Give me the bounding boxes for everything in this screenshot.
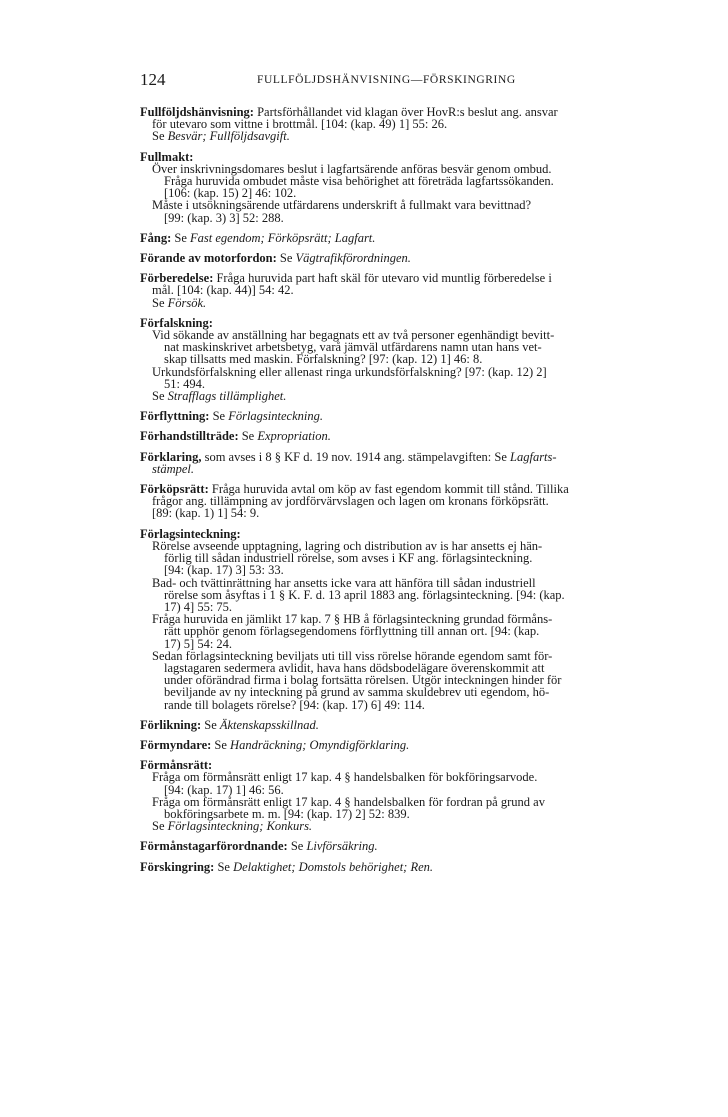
entry-text: 17) 4] 55: 75.	[164, 599, 233, 614]
page-header	[140, 70, 668, 92]
cross-reference: Äktenskapsskillnad.	[219, 717, 319, 732]
entry-text: Rörelse avseende upptagning, lagring och distribution av is har ansetts ej hän-	[152, 538, 543, 553]
entry-text: rätt upphör genom förlagsegendomens förflyttning till annan ort. [94: (kap.	[164, 624, 540, 639]
entry-forande-av-motorfordon	[140, 252, 668, 264]
entry-forfalskning	[140, 317, 668, 402]
entry-text: under oförändrad firma i bolag fortsätta rörelsen. Utgör inteckningen hinder för	[164, 673, 562, 688]
entry-text: [99: (kap. 3) 3] 52: 288.	[164, 210, 284, 225]
headword: Förskingring:	[140, 859, 215, 874]
entry-text: Partsförhållandet vid klagan över HovR:s beslut ang. ansvar	[257, 105, 558, 119]
see-label: Se	[152, 819, 165, 834]
cross-reference: Förlagsinteckning; Konkurs.	[167, 819, 313, 834]
see-label: Se	[279, 251, 293, 266]
entry-text: [106: (kap. 15) 2] 46: 102.	[164, 186, 297, 201]
entry-forflyttning	[140, 410, 668, 422]
headword: Fång:	[140, 230, 172, 245]
headword: Förmånstagarförordnande:	[140, 839, 288, 854]
headword: Förfalskning:	[140, 315, 213, 330]
cross-reference: Vägtrafikförordningen.	[295, 251, 411, 266]
headword: Fullföljdshänvisning:	[140, 105, 254, 119]
see-label: Se	[290, 839, 304, 854]
entry-text: som avses i 8 § KF d. 19 nov. 1914 ang. stämpelavgiften: Se	[204, 449, 507, 464]
cross-reference: Besvär; Fullföljdsavgift.	[167, 129, 290, 144]
headword: Förköpsrätt:	[140, 482, 209, 497]
entry-text: [94: (kap. 17) 1] 46: 56.	[164, 782, 284, 797]
entry-text: rande till bolagets rörelse? [94: (kap. 17) 6] 49: 114.	[164, 697, 425, 712]
entry-text: Sedan förlagsinteckning beviljats uti till viss rörelse hörande egendom samt för-	[152, 648, 553, 663]
see-label: Se	[152, 389, 165, 404]
entry-text: nat maskinskrivet arbetsbetyg, varå jämväl utfärdarens namn utan hans vet-	[164, 340, 542, 355]
headword: Förande av motorfordon:	[140, 251, 277, 266]
entry-forklaring	[140, 451, 668, 475]
cross-reference: Förlagsinteckning.	[228, 409, 323, 424]
entry-text: Fråga huruvida part haft skäl för utevaro vid muntlig förberedelse i	[216, 271, 552, 286]
headword: Fullmakt:	[140, 149, 194, 164]
entry-forkopsratt	[140, 483, 668, 520]
entry-text: bokföringsarbete m. m. [94: (kap. 17) 2] 52: 839.	[164, 806, 410, 821]
entry-forhandstilltrade	[140, 430, 668, 442]
entry-text: för utevaro som vittne i brottmål. [104: (kap. 49) 1] 55: 26.	[152, 117, 448, 132]
entry-text: 17) 5] 54: 24.	[164, 636, 233, 651]
entry-text: Över inskrivningsdomares beslut i lagfartsärende anföras besvär genom ombud.	[152, 161, 552, 176]
entry-text: Fråga om förmånsrätt enligt 17 kap. 4 § handelsbalken för fordran på grund av	[152, 794, 545, 809]
entry-text: [94: (kap. 17) 3] 53: 33.	[164, 563, 284, 578]
cross-reference: Delaktighet; Domstols behörighet; Ren.	[233, 859, 434, 874]
entry-fullmakt	[140, 151, 668, 224]
headword: Förlikning:	[140, 717, 202, 732]
see-label: Se	[152, 129, 165, 144]
entry-fang	[140, 232, 668, 244]
entry-text: mål. [104: (kap. 44)] 54: 42.	[152, 283, 294, 298]
see-label: Se	[152, 295, 165, 310]
entry-forberedelse	[140, 272, 668, 309]
cross-reference: Expropriation.	[257, 429, 331, 444]
entry-text: Vid sökande av anställning har begagnats ett av två personer egenhändigt bevitt-	[152, 328, 555, 343]
entry-forskingring	[140, 861, 668, 873]
entry-text: förlig till sådan industriell rörelse, som avses i KF ang. förlagsinteckning.	[164, 551, 533, 566]
see-label: Se	[217, 859, 230, 874]
entry-formanstagarforordnande	[140, 840, 668, 852]
entry-text: [89: (kap. 1) 1] 54: 9.	[152, 506, 260, 521]
see-label: Se	[241, 429, 255, 444]
headword: Förmyndare:	[140, 737, 212, 752]
cross-reference: Försök.	[167, 295, 207, 310]
cross-reference: stämpel.	[152, 461, 195, 476]
entry-fullfoljdshanvisning	[140, 106, 668, 143]
page-number: 124	[140, 70, 166, 89]
entry-text: Fråga huruvida en jämlikt 17 kap. 7 § HB å förlagsinteckning grundad förmåns-	[152, 612, 553, 627]
entry-text: Fråga huruvida ombudet måste visa behörighet att företräda lagfartssökanden.	[164, 174, 554, 189]
entry-text: lagstagaren sedermera avlidit, hava hans dödsbodelägare överenskommit att	[164, 660, 545, 675]
entry-text: Bad- och tvättinrättning har ansetts icke vara att hänföra till sådan industriell	[152, 575, 536, 590]
entry-text: beviljande av ny inteckning på grund av samma skuldebrev uti egendom, hö-	[164, 685, 550, 700]
see-label: Se	[204, 717, 217, 732]
cross-reference: Livförsäkring.	[306, 839, 378, 854]
see-label: Se	[174, 230, 187, 245]
entry-forlikning	[140, 719, 668, 731]
entry-text: Fråga huruvida avtal om köp av fast egendom kommit till stånd. Tillika	[211, 482, 569, 497]
headword: Förflyttning:	[140, 409, 210, 424]
headword: Förlagsinteckning:	[140, 526, 241, 541]
headword: Förhandstillträde:	[140, 429, 239, 444]
see-label: Se	[214, 737, 227, 752]
entry-text: 51: 494.	[164, 376, 205, 391]
cross-reference: Handräckning; Omyndigförklaring.	[230, 737, 410, 752]
running-title: FULLFÖLJDSHÄNVISNING—FÖRSKINGRING	[257, 74, 516, 86]
dictionary-page	[140, 70, 668, 881]
entry-text: Måste i utsökningsärende utfärdarens underskrift å fullmakt vara bevittnad?	[152, 198, 532, 213]
cross-reference: Fast egendom; Förköpsrätt; Lagfart.	[190, 230, 376, 245]
entry-forlagsinteckning	[140, 528, 668, 711]
entry-formyndare	[140, 739, 668, 751]
see-label: Se	[212, 409, 226, 424]
entry-text: frågor ang. tillämpning av jordförvärvslagen och lagen om kronans förköpsrätt.	[152, 494, 549, 509]
headword: Förberedelse:	[140, 271, 214, 286]
entry-text: rörelse som åsyftas i 1 § K. F. d. 13 april 1883 ang. förlagsinteckning. [94: (kap.	[164, 587, 565, 602]
entry-formansratt	[140, 759, 668, 832]
headword: Förmånsrätt:	[140, 758, 213, 773]
entry-text: skap tillsatts med maskin. Förfalskning? [97: (kap. 12) 1] 46: 8.	[164, 352, 483, 367]
entry-text: Fråga om förmånsrätt enligt 17 kap. 4 § handelsbalken för bokföringsarvode.	[152, 770, 538, 785]
cross-reference: Strafflags tillämplighet.	[167, 389, 287, 404]
headword: Förklaring,	[140, 449, 202, 464]
cross-reference: Lagfarts-	[510, 449, 557, 464]
entry-text: Urkundsförfalskning eller allenast ringa urkundsförfalskning? [97: (kap. 12) 2]	[152, 364, 547, 379]
